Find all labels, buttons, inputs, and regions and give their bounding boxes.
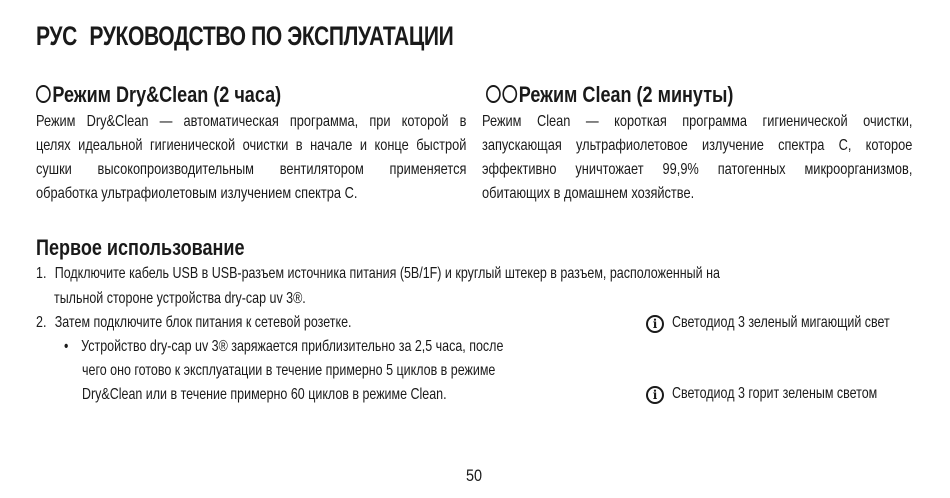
clean-title — [486, 82, 733, 108]
dry-clean-title-text: Режим Dry&Clean (2 часа) — [52, 82, 282, 107]
page-number: 50 — [466, 466, 483, 485]
first-use-heading: Первое использование — [36, 235, 245, 260]
step-text: Подключите кабель USB в USB-разъем источника питания (5В/1F) и круглый штекер в разъем, расположенный на — [54, 265, 720, 282]
dry-clean-title — [36, 82, 281, 108]
info-icon: i — [646, 315, 664, 333]
bullet-continuation: чего оно готово к эксплуатации в течение примерно 5 циклов в режиме — [82, 362, 496, 379]
paragraph-line: запускающая ультрафиолетовое излучение спектра C, которое — [482, 137, 913, 154]
bullet-item — [64, 335, 503, 359]
led-info-solid — [646, 382, 935, 406]
step-1-continuation: тыльной стороне устройства dry-cap uv 3®. — [54, 290, 306, 307]
dry-clean-description — [36, 110, 466, 206]
paragraph-line: Режим Clean — короткая программа гигиенической очистки, — [482, 113, 913, 130]
paragraph-line: Режим Dry&Clean — автоматическая программа, при которой в — [36, 113, 467, 130]
info-text: Светодиод 3 зеленый мигающий свет — [672, 314, 890, 331]
paragraph-line: сушки высокопроизводительным вентилятором применяется — [36, 161, 467, 178]
paragraph-line: обработка ультрафиолетовым излучением спектра C. — [36, 185, 358, 202]
step-number: 2. — [36, 314, 47, 331]
info-icon: i — [646, 386, 664, 404]
led-info-blinking — [646, 311, 950, 335]
info-text: Светодиод 3 горит зеленым светом — [672, 385, 878, 402]
circle-icon — [502, 85, 517, 103]
step-number: 1. — [36, 265, 47, 282]
bullet-text: Устройство dry-cap uv 3® заряжается приблизительно за 2,5 часа, после — [81, 338, 504, 355]
language-code: РУС — [36, 21, 77, 51]
manual-title: РУКОВОДСТВО ПО ЭКСПЛУАТАЦИИ — [89, 21, 454, 51]
circle-icon — [36, 85, 51, 103]
paragraph-line: обитающих в домашнем хозяйстве. — [482, 185, 695, 202]
step-1 — [36, 262, 720, 286]
paragraph-line: целях идеальной гигиенической очистки в начале и конце быстрой — [36, 137, 467, 154]
paragraph-line: эффективно уничтожает 99,9% патогенных микроорганизмов, — [482, 161, 913, 178]
step-text: Затем подключите блок питания к сетевой розетке. — [54, 314, 352, 331]
clean-title-text: Режим Clean (2 минуты) — [518, 82, 734, 107]
clean-description — [482, 110, 912, 206]
step-2 — [36, 311, 351, 335]
circle-icon — [486, 85, 501, 103]
page-header — [36, 21, 453, 52]
bullet-mark: • — [64, 338, 69, 355]
bullet-continuation: Dry&Clean или в течение примерно 60 циклов в режиме Clean. — [82, 386, 447, 403]
